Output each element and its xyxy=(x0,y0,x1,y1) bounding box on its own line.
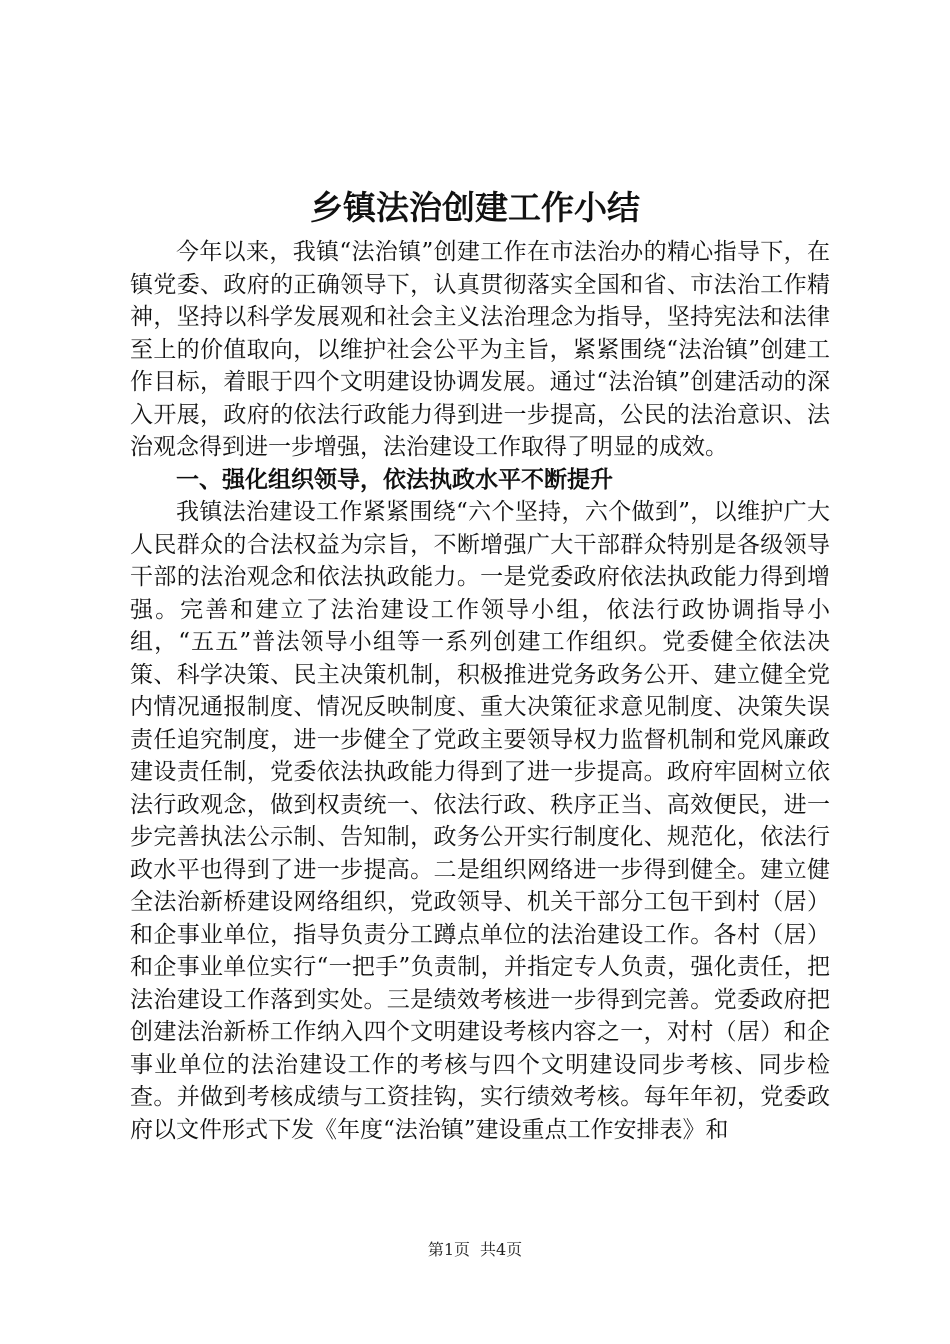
document-title: 乡镇法治创建工作小结 xyxy=(310,188,640,227)
intro-paragraph: 今年以来，我镇“法治镇”创建工作在市法治办的精心指导下，在镇党委、政府的正确领导下，认真贯彻落实全国和省、市法治工作精神，坚持以科学发展观和社会主义法治理念为指导，坚持宪法和法律至上的价值取向，以维护社会公平为主旨，紧紧围绕“法治镇”创建工作目标，着眼于四个文明建设协调发展。通过“法治镇”创建活动的深入开展，政府的依法行政能力得到进一步提高，公民的法治意识、法治观念得到进一步增强，法治建设工作取得了明显的成效。 xyxy=(130,239,830,460)
page-total: 共4页 xyxy=(480,1240,523,1259)
page-number: 第1页 xyxy=(427,1240,470,1259)
section-heading: 一、强化组织领导，依法执政水平不断提升 xyxy=(176,466,613,493)
document-body xyxy=(130,236,830,1146)
page-footer xyxy=(0,1238,950,1262)
section-paragraph: 我镇法治建设工作紧紧围绕“六个坚持，六个做到”，以维护广大人民群众的合法权益为宗旨，不断增强广大干部群众特别是各级领导干部的法治观念和依法执政能力。一是党委政府依法执政能力得到增强。完善和建立了法治建设工作领导小组，依法行政协调指导小组，“五五”普法领导小组等一系列创建工作组织。党委健全依法决策、科学决策、民主决策机制，积极推进党务政务公开、建立健全党内情况通报制度、情况反映制度、重大决策征求意见制度、决策失误责任追究制度，进一步健全了党政主要领导权力监督机制和党风廉政建设责任制，党委依法执政能力得到了进一步提高。政府牢固树立依法行政观念，做到权责统一、依法行政、秩序正当、高效便民，进一步完善执法公示制、告知制，政务公开实行制度化、规范化，依法行政水平也得到了进一步提高。二是组织网络进一步得到健全。建立健全法治新桥建设网络组织，党政领导、机关干部分工包干到村（居）和企事业单位，指导负责分工蹲点单位的法治建设工作。各村（居）和企事业单位实行“一把手”负责制，并指定专人负责，强化责任，把法治建设工作落到实处。三是绩效考核进一步得到完善。党委政府把创建法治新桥工作纳入四个文明建设考核内容之一，对村（居）和企事业单位的法治建设工作的考核与四个文明建设同步考核、同步检查。并做到考核成绩与工资挂钩，实行绩效考核。每年年初，党委政府以文件形式下发《年度“法治镇”建设重点工作安排表》和 xyxy=(130,499,830,1143)
